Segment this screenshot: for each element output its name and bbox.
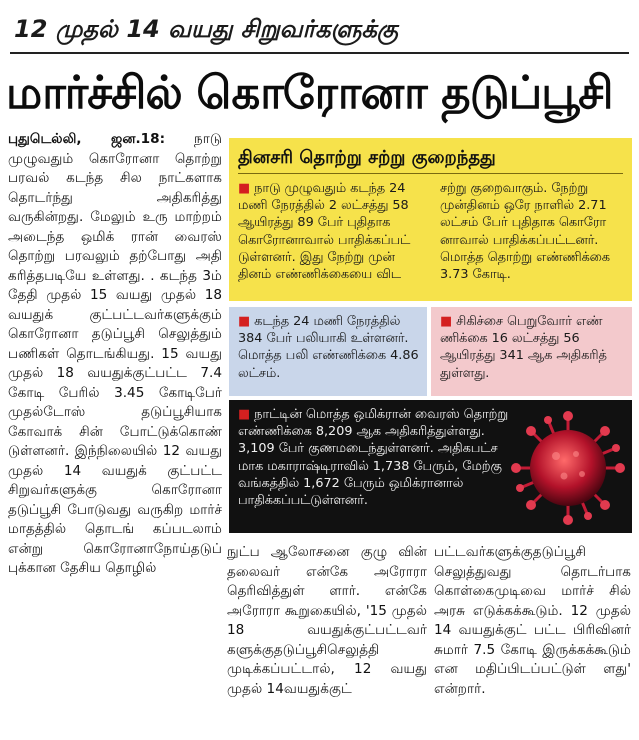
kicker-headline: 12 முதல் 14 வயது சிறுவர்களுக்கு (14, 15, 398, 43)
article-column-middle: நுட்ப ஆலோசனை குழு வின் தலைவர் என்கே அரோரா தெரிவித்துள் ளார். என்கே அரோரா கூறுகையில், '15 முதல் 18 வயதுக்குட்பட்டவர் களுக்குதடுப்பூசிசெலுத்தி முடிக்கப்பட்டால், 12 வயது முதல் 14வயதுக்குட் (227, 544, 427, 697)
article-column-left (8, 130, 222, 736)
bullet-icon: ■ (440, 314, 453, 329)
infobox-treatment-text (440, 313, 626, 393)
infobox-yellow-left-text (238, 180, 428, 298)
omicron-body: நாட்டின் மொத்த ஒமிக்ரான் வைரஸ் தொற்று எண்ணிக்கை 8,209 ஆக அதிகரித்துள்ளது. 3,109 பேர் குணமடைந்துள்ளனர். அதிகபட்ச மாக மகாராஷ்டிராவில் 1,738 பேரும், மேற்கு வங்கத்தில் 1,672 பேரும் ஒமிக்ரானால் பாதிக்கப்பட்டுள்ளனர். (238, 407, 509, 509)
infobox-title: தினசரி தொற்று சற்று குறைந்தது (238, 147, 496, 168)
infobox-deaths-text (238, 313, 421, 393)
article-left-text: நாடு முழுவதும் கொரோனா தொற்று பரவல் கடந்த சில நாட்களாக தொடர்ந்து அதிகரித்து வருகின்றது. மேலும் உரு மாற்றம் அடைந்த ஒமிக் ரான் வைரஸ் தொற்று பரவலும் தற்போது அதி கரித்தபடியே உள்ளது. . கடந்த 3ம் தேதி முதல் 15 வயது முதல் 18 வயதுக் குட்பட்டவர்களுக்கும் கொரோனா தடுப்பூசி செலுத்தும் பணிகள் தொடங்கியது. 15 வயது முதல் 18 வயதுக்குட்பட்ட 7.4 கோடி பேரில் 3.45 கோடிபேர் முதல்டோஸ் தடுப்பூசியாக கோவாக் சின் போட்டுக்கொண் டுள்ளனர். இந்நிலையில் 12 வயது முதல் 14 வயதுக் குட்பட்ட சிறுவர்களுக்கு கொரோனா தடுப்பூசி போடுவது வருகிற மார்ச் மாதத்தில் தொடங் கப்படலாம் என்று கொரோனாநோய்தடுப் புக்கான தேசிய தொழில் (8, 131, 222, 576)
main-headline: மார்ச்சில் கொரோனா தடுப்பூசி (6, 66, 613, 119)
bullet-icon: ■ (238, 181, 251, 196)
infobox-omicron-text (238, 406, 510, 530)
treatment-body: சிகிச்சை பெறுவோர் எண் ணிக்கை 16 லட்சத்து 56 ஆயிரத்து 341 ஆக அதிகரித் துள்ளது. (440, 314, 607, 381)
bullet-icon: ■ (238, 407, 251, 422)
bullet-icon: ■ (238, 314, 251, 329)
kicker-divider (10, 52, 629, 54)
infobox-yellow-right-text: சற்று குறைவாகும். நேற்று முன்தினம் ஒரே நாளில் 2.71 லட்சம் பேர் புதிதாக கொரோ னாவால் பாதிக்கப்பட்டனர். மொத்த தொற்று எண்ணிக்கை 3.73 கோடி. (440, 181, 610, 283)
dateline: புதுடெல்லி, ஜன.18: (8, 131, 166, 147)
infobox-title-divider (238, 173, 623, 174)
article-column-right: பட்டவர்களுக்குதடுப்பூசி செலுத்துவது தொடர்பாக கொள்கைமுடிவை மார்ச் சில் அரசு எடுக்கக்கூடும். 12 முதல் 14 வயதுக்குட் பட்ட பிரிவினர் சுமார் 7.5 கோடி இருக்கக்கூடும் என மதிப்பிடப்பட்டுள் ளது' என்றார். (434, 544, 631, 697)
deaths-body: கடந்த 24 மணி நேரத்தில் 384 பேர் பலியாகி உள்ளனர். மொத்த பலி எண்ணிக்கை 4.86 லட்சம். (238, 314, 419, 381)
yellow-left-body: நாடு முழுவதும் கடந்த 24 மணி நேரத்தில் 2 லட்சத்து 58 ஆயிரத்து 89 பேர் புதிதாக கொரோனாவால் பாதிக்கப்பட் டுள்ளனர். இது நேற்று முன் தினம் எண்ணிக்கையை விட (238, 181, 411, 283)
coronavirus-icon (506, 406, 630, 530)
